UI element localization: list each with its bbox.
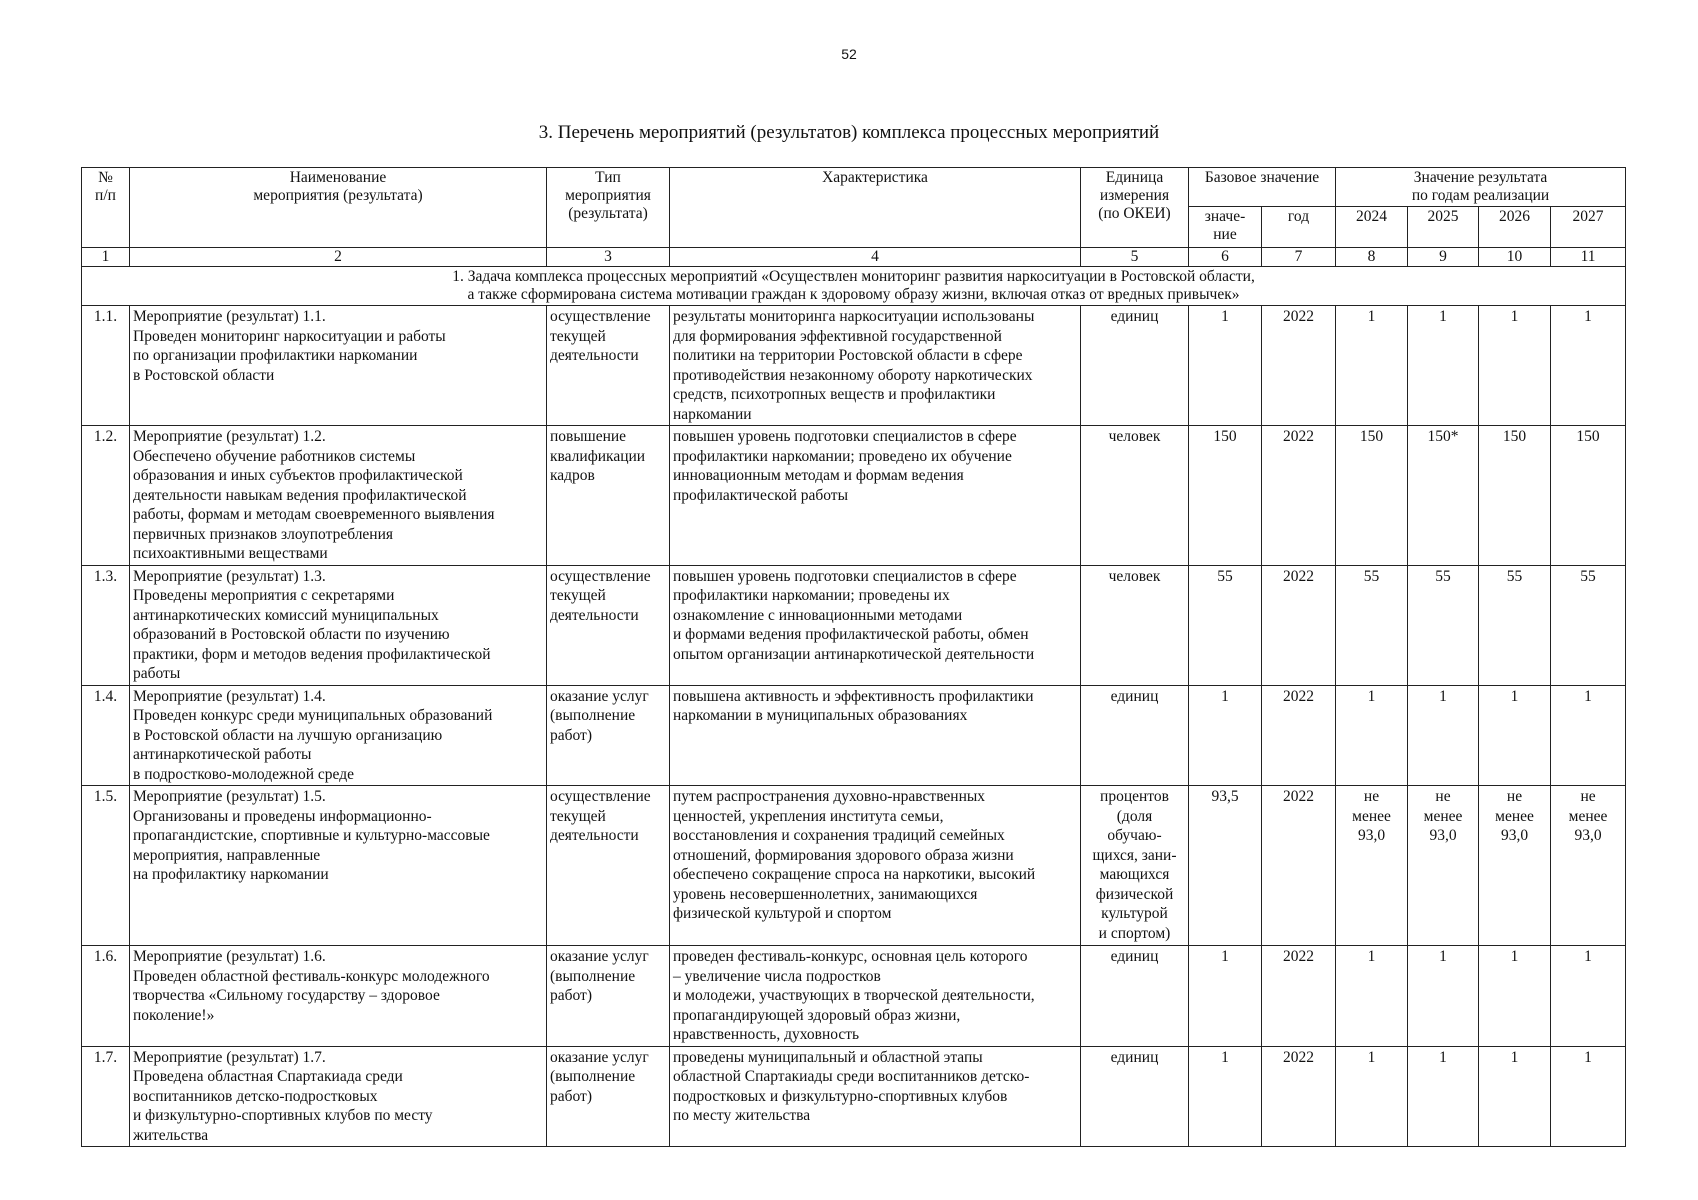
header-base-year: год <box>1262 207 1336 248</box>
row-number: 1.5. <box>82 786 130 946</box>
row-number: 1.4. <box>82 685 130 786</box>
result-value: 1 <box>1551 1046 1626 1147</box>
header-year: 2025 <box>1408 207 1479 248</box>
activity-type: оказание услуг (выполнение работ) <box>547 946 670 1047</box>
result-value: не менее 93,0 <box>1551 786 1626 946</box>
activities-table <box>81 167 1626 1147</box>
result-value: 1 <box>1479 306 1551 426</box>
result-value: 55 <box>1551 565 1626 685</box>
base-value: 1 <box>1189 685 1262 786</box>
result-value: 55 <box>1408 565 1479 685</box>
base-value: 1 <box>1189 1046 1262 1147</box>
header-type: Тип мероприятия (результата) <box>547 168 670 248</box>
header-base: Базовое значение <box>1189 168 1336 207</box>
characteristic: проведен фестиваль-конкурс, основная цель которого – увеличение числа подростков и молодежи, участвующих в творческой деятельности, пропагандирующей здоровый образ жизни, нравственность, духовность <box>670 946 1081 1047</box>
task-heading: 1. Задача комплекса процессных мероприятий «Осуществлен мониторинг развития наркоситуации в Ростовской области, а также сформирована система мотивации граждан к здоровому образу жизни, включая отказ от вредных привычек» <box>82 267 1626 306</box>
base-value: 1 <box>1189 306 1262 426</box>
row-number: 1.7. <box>82 1046 130 1147</box>
result-value: не менее 93,0 <box>1408 786 1479 946</box>
result-value: 1 <box>1408 1046 1479 1147</box>
base-value: 55 <box>1189 565 1262 685</box>
activity-name: Мероприятие (результат) 1.2. Обеспечено обучение работников системы образования и иных субъектов профилактической деятельности навыкам ведения профилактической работы, формам и методам своевременного выявления первичных признаков злоупотребления психоактивными веществами <box>130 426 547 566</box>
result-value: 1 <box>1551 685 1626 786</box>
column-number: 5 <box>1081 248 1189 267</box>
result-value: 1 <box>1551 946 1626 1047</box>
row-number: 1.1. <box>82 306 130 426</box>
base-year: 2022 <box>1262 306 1336 426</box>
activity-name: Мероприятие (результат) 1.3. Проведены мероприятия с секретарями антинаркотических комиссий муниципальных образований в Ростовской области по изучению практики, форм и методов ведения профилактической работы <box>130 565 547 685</box>
column-number-row <box>82 248 1626 267</box>
result-value: 1 <box>1551 306 1626 426</box>
result-value: 1 <box>1408 306 1479 426</box>
result-value: не менее 93,0 <box>1479 786 1551 946</box>
column-number: 7 <box>1262 248 1336 267</box>
header-year: 2027 <box>1551 207 1626 248</box>
header-unit: Единица измерения (по ОКЕИ) <box>1081 168 1189 248</box>
page-number: 52 <box>841 46 857 62</box>
header-result: Значение результата по годам реализации <box>1336 168 1626 207</box>
base-value: 93,5 <box>1189 786 1262 946</box>
activity-name: Мероприятие (результат) 1.6. Проведен областной фестиваль-конкурс молодежного творчества «Сильному государству – здоровое поколение!» <box>130 946 547 1047</box>
column-number: 11 <box>1551 248 1626 267</box>
column-number: 10 <box>1479 248 1551 267</box>
table-header-row <box>82 168 1626 207</box>
characteristic: повышен уровень подготовки специалистов в сфере профилактики наркомании; проведено их обучение инновационным методам и формам ведения профилактической работы <box>670 426 1081 566</box>
column-number: 8 <box>1336 248 1408 267</box>
page-title: 3. Перечень мероприятий (результатов) комплекса процессных мероприятий <box>538 122 1160 143</box>
result-value: 1 <box>1336 306 1408 426</box>
result-value: не менее 93,0 <box>1336 786 1408 946</box>
header-characteristic: Характеристика <box>670 168 1081 248</box>
activity-type: оказание услуг (выполнение работ) <box>547 1046 670 1147</box>
unit: единиц <box>1081 1046 1189 1147</box>
activity-type: оказание услуг (выполнение работ) <box>547 685 670 786</box>
result-value: 150 <box>1336 426 1408 566</box>
column-number: 3 <box>547 248 670 267</box>
result-value: 1 <box>1479 946 1551 1047</box>
result-value: 1 <box>1408 685 1479 786</box>
table-row <box>82 786 1626 946</box>
unit: единиц <box>1081 685 1189 786</box>
column-number: 4 <box>670 248 1081 267</box>
header-year: 2026 <box>1479 207 1551 248</box>
unit: процентов (доля обучаю- щихся, зани- мающихся физической культурой и спортом) <box>1081 786 1189 946</box>
result-value: 1 <box>1336 946 1408 1047</box>
base-value: 150 <box>1189 426 1262 566</box>
characteristic: проведены муниципальный и областной этапы областной Спартакиады среди воспитанников детско- подростковых и физкультурно-спортивных клубов по месту жительства <box>670 1046 1081 1147</box>
row-number: 1.3. <box>82 565 130 685</box>
characteristic: повышена активность и эффективность профилактики наркомании в муниципальных образованиях <box>670 685 1081 786</box>
unit: человек <box>1081 426 1189 566</box>
row-number: 1.2. <box>82 426 130 566</box>
header-num: № п/п <box>82 168 130 248</box>
characteristic: повышен уровень подготовки специалистов в сфере профилактики наркомании; проведены их ознакомление с инновационными методами и формами ведения профилактической работы, обмен опытом организации антинаркотической деятельности <box>670 565 1081 685</box>
base-year: 2022 <box>1262 946 1336 1047</box>
table-row <box>82 1046 1626 1147</box>
characteristic: путем распространения духовно-нравственных ценностей, укрепления института семьи, восстановления и сохранения традиций семейных отношений, формирования здорового образа жизни обеспечено сокращение спроса на наркотики, высокий уровень несовершеннолетних, занимающихся физической культурой и спортом <box>670 786 1081 946</box>
activity-name: Мероприятие (результат) 1.5. Организованы и проведены информационно- пропагандистские, спортивные и культурно-массовые мероприятия, направленные на профилактику наркомании <box>130 786 547 946</box>
header-name: Наименование мероприятия (результата) <box>130 168 547 248</box>
base-year: 2022 <box>1262 685 1336 786</box>
base-year: 2022 <box>1262 426 1336 566</box>
activity-name: Мероприятие (результат) 1.4. Проведен конкурс среди муниципальных образований в Ростовской области на лучшую организацию антинаркотической работы в подростково-молодежной среде <box>130 685 547 786</box>
row-number: 1.6. <box>82 946 130 1047</box>
activity-type: повышение квалификации кадров <box>547 426 670 566</box>
column-number: 6 <box>1189 248 1262 267</box>
table-row <box>82 685 1626 786</box>
base-year: 2022 <box>1262 1046 1336 1147</box>
table-row <box>82 306 1626 426</box>
base-value: 1 <box>1189 946 1262 1047</box>
task-row <box>82 267 1626 306</box>
activity-type: осуществление текущей деятельности <box>547 306 670 426</box>
result-value: 1 <box>1479 1046 1551 1147</box>
unit: человек <box>1081 565 1189 685</box>
base-year: 2022 <box>1262 565 1336 685</box>
result-value: 150 <box>1551 426 1626 566</box>
column-number: 9 <box>1408 248 1479 267</box>
result-value: 150 <box>1479 426 1551 566</box>
activity-name: Мероприятие (результат) 1.1. Проведен мониторинг наркоситуации и работы по организации профилактики наркомании в Ростовской области <box>130 306 547 426</box>
result-value: 1 <box>1408 946 1479 1047</box>
activity-type: осуществление текущей деятельности <box>547 565 670 685</box>
activity-name: Мероприятие (результат) 1.7. Проведена областная Спартакиада среди воспитанников детско-подростковых и физкультурно-спортивных клубов по месту жительства <box>130 1046 547 1147</box>
unit: единиц <box>1081 306 1189 426</box>
table-row <box>82 426 1626 566</box>
result-value: 1 <box>1336 1046 1408 1147</box>
base-year: 2022 <box>1262 786 1336 946</box>
activity-type: осуществление текущей деятельности <box>547 786 670 946</box>
column-number: 2 <box>130 248 547 267</box>
header-base-value: значе- ние <box>1189 207 1262 248</box>
result-value: 55 <box>1336 565 1408 685</box>
result-value: 1 <box>1336 685 1408 786</box>
unit: единиц <box>1081 946 1189 1047</box>
result-value: 1 <box>1479 685 1551 786</box>
table-row <box>82 565 1626 685</box>
header-year: 2024 <box>1336 207 1408 248</box>
characteristic: результаты мониторинга наркоситуации использованы для формирования эффективной государственной политики на территории Ростовской области в сфере противодействия незаконному обороту наркотических средств, психотропных веществ и профилактики наркомании <box>670 306 1081 426</box>
table-row <box>82 946 1626 1047</box>
result-value: 55 <box>1479 565 1551 685</box>
result-value: 150* <box>1408 426 1479 566</box>
column-number: 1 <box>82 248 130 267</box>
